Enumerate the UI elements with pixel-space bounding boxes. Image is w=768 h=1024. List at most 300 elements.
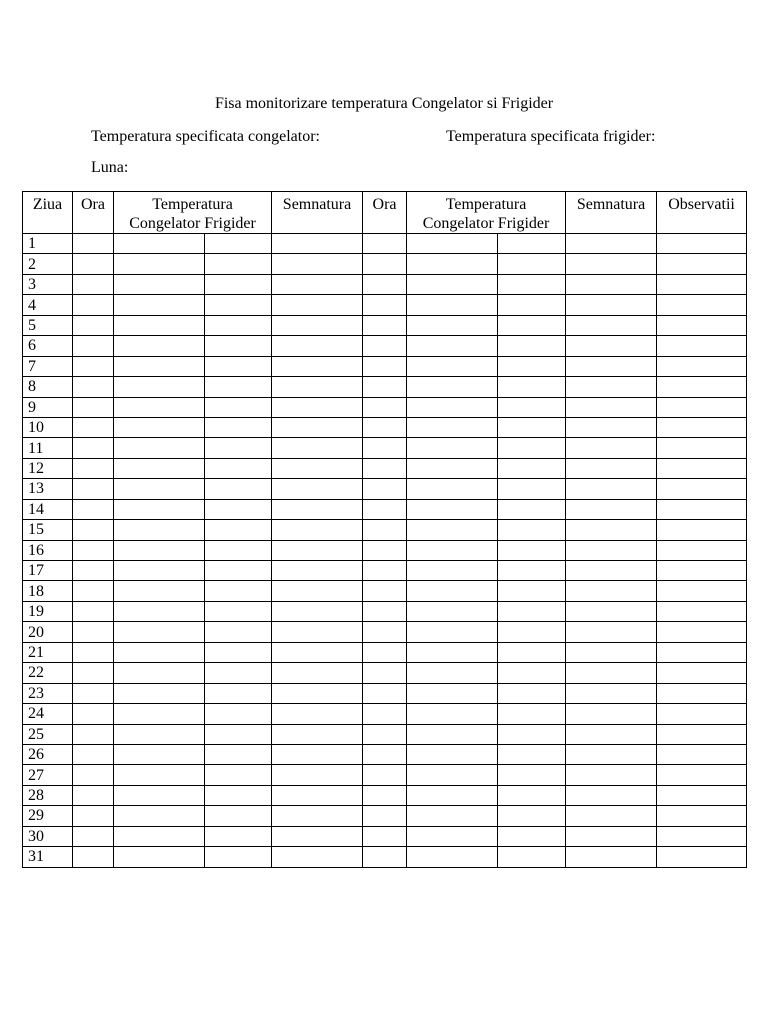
table-row (23, 622, 747, 642)
observations-cell (657, 601, 747, 621)
hour-2-cell (363, 479, 407, 499)
header-temperature-1-sub: Congelator Frigider (129, 215, 256, 232)
freezer-temp-2-cell (407, 826, 498, 846)
hour-2-cell (363, 397, 407, 417)
table-row (23, 724, 747, 744)
signature-2-cell (566, 479, 657, 499)
fridge-temp-1-cell (205, 315, 272, 335)
table-row (23, 417, 747, 437)
fridge-temp-1-cell (205, 663, 272, 683)
day-number: 29 (23, 806, 73, 826)
hour-2-cell (363, 438, 407, 458)
table-row (23, 377, 747, 397)
hour-1-cell (73, 397, 114, 417)
fridge-temp-2-cell (498, 499, 566, 519)
fridge-temp-2-cell (498, 479, 566, 499)
table-row (23, 458, 747, 478)
signature-1-cell (272, 806, 363, 826)
observations-cell (657, 356, 747, 376)
fridge-temp-1-cell (205, 683, 272, 703)
signature-1-cell (272, 642, 363, 662)
observations-cell (657, 397, 747, 417)
observations-cell (657, 274, 747, 294)
hour-2-cell (363, 499, 407, 519)
freezer-temp-1-cell (114, 622, 205, 642)
hour-1-cell (73, 744, 114, 764)
table-row (23, 806, 747, 826)
hour-1-cell (73, 581, 114, 601)
hour-2-cell (363, 663, 407, 683)
signature-1-cell (272, 438, 363, 458)
fridge-temp-2-cell (498, 704, 566, 724)
day-number: 22 (23, 663, 73, 683)
day-number: 31 (23, 847, 73, 867)
freezer-temp-1-cell (114, 274, 205, 294)
freezer-temp-2-cell (407, 274, 498, 294)
hour-1-cell (73, 561, 114, 581)
observations-cell (657, 234, 747, 254)
hour-1-cell (73, 274, 114, 294)
signature-2-cell (566, 438, 657, 458)
hour-1-cell (73, 234, 114, 254)
hour-1-cell (73, 724, 114, 744)
freezer-temp-2-cell (407, 458, 498, 478)
hour-2-cell (363, 683, 407, 703)
freezer-temp-1-cell (114, 417, 205, 437)
signature-2-cell (566, 520, 657, 540)
signature-2-cell (566, 540, 657, 560)
observations-cell (657, 479, 747, 499)
table-row (23, 315, 747, 335)
day-number: 4 (23, 295, 73, 315)
observations-cell (657, 561, 747, 581)
signature-2-cell (566, 336, 657, 356)
table-row (23, 499, 747, 519)
freezer-temp-1-cell (114, 295, 205, 315)
day-number: 21 (23, 642, 73, 662)
header-temperature-1-title: Temperatura (152, 196, 233, 213)
fridge-temp-2-cell (498, 581, 566, 601)
hour-2-cell (363, 724, 407, 744)
signature-1-cell (272, 274, 363, 294)
freezer-temp-1-cell (114, 479, 205, 499)
header-signature-2: Semnatura (566, 192, 657, 234)
table-row (23, 642, 747, 662)
signature-1-cell (272, 479, 363, 499)
table-row (23, 663, 747, 683)
hour-1-cell (73, 847, 114, 867)
freezer-temp-1-cell (114, 785, 205, 805)
freezer-temp-2-cell (407, 581, 498, 601)
signature-2-cell (566, 458, 657, 478)
table-row (23, 744, 747, 764)
fridge-temp-1-cell (205, 642, 272, 662)
table-row (23, 561, 747, 581)
hour-1-cell (73, 642, 114, 662)
freezer-temp-2-cell (407, 315, 498, 335)
hour-2-cell (363, 377, 407, 397)
table-row (23, 520, 747, 540)
signature-2-cell (566, 642, 657, 662)
freezer-temp-1-cell (114, 847, 205, 867)
day-number: 25 (23, 724, 73, 744)
freezer-temp-1-cell (114, 315, 205, 335)
fridge-temp-1-cell (205, 561, 272, 581)
hour-2-cell (363, 561, 407, 581)
freezer-temp-1-cell (114, 581, 205, 601)
observations-cell (657, 520, 747, 540)
fridge-temp-2-cell (498, 765, 566, 785)
signature-1-cell (272, 724, 363, 744)
freezer-temp-2-cell (407, 744, 498, 764)
signature-2-cell (566, 581, 657, 601)
month-label: Luna: (91, 159, 129, 176)
hour-2-cell (363, 765, 407, 785)
hour-1-cell (73, 765, 114, 785)
header-temperature-1 (114, 192, 272, 234)
signature-2-cell (566, 417, 657, 437)
fridge-temp-1-cell (205, 234, 272, 254)
header-day: Ziua (23, 192, 73, 234)
freezer-temp-2-cell (407, 397, 498, 417)
observations-cell (657, 336, 747, 356)
hour-1-cell (73, 663, 114, 683)
freezer-temp-2-cell (407, 438, 498, 458)
hour-1-cell (73, 826, 114, 846)
freezer-temp-1-cell (114, 540, 205, 560)
hour-1-cell (73, 336, 114, 356)
table-row (23, 438, 747, 458)
signature-2-cell (566, 663, 657, 683)
hour-2-cell (363, 520, 407, 540)
signature-1-cell (272, 315, 363, 335)
hour-2-cell (363, 356, 407, 376)
table-row (23, 336, 747, 356)
signature-2-cell (566, 295, 657, 315)
table-body (23, 234, 747, 868)
header-temperature-2-sub: Congelator Frigider (422, 215, 550, 232)
table-row (23, 274, 747, 294)
observations-cell (657, 254, 747, 274)
day-number: 2 (23, 254, 73, 274)
observations-cell (657, 499, 747, 519)
table-row (23, 847, 747, 867)
fridge-temp-1-cell (205, 724, 272, 744)
table-row (23, 397, 747, 417)
signature-1-cell (272, 397, 363, 417)
fridge-temp-1-cell (205, 377, 272, 397)
freezer-temp-2-cell (407, 683, 498, 703)
signature-1-cell (272, 744, 363, 764)
observations-cell (657, 847, 747, 867)
fridge-temp-1-cell (205, 458, 272, 478)
day-number: 30 (23, 826, 73, 846)
hour-2-cell (363, 622, 407, 642)
signature-1-cell (272, 561, 363, 581)
fridge-temp-1-cell (205, 254, 272, 274)
freezer-temp-1-cell (114, 377, 205, 397)
fridge-temp-1-cell (205, 785, 272, 805)
day-number: 7 (23, 356, 73, 376)
fridge-temp-2-cell (498, 724, 566, 744)
hour-1-cell (73, 806, 114, 826)
freezer-temp-1-cell (114, 397, 205, 417)
signature-2-cell (566, 561, 657, 581)
fridge-temp-1-cell (205, 520, 272, 540)
hour-2-cell (363, 744, 407, 764)
fridge-temp-2-cell (498, 663, 566, 683)
fridge-temp-1-cell (205, 540, 272, 560)
table-row (23, 540, 747, 560)
signature-2-cell (566, 785, 657, 805)
day-number: 19 (23, 601, 73, 621)
freezer-temp-2-cell (407, 356, 498, 376)
day-number: 24 (23, 704, 73, 724)
fridge-temp-2-cell (498, 847, 566, 867)
day-number: 20 (23, 622, 73, 642)
signature-2-cell (566, 622, 657, 642)
freezer-temp-2-cell (407, 336, 498, 356)
observations-cell (657, 315, 747, 335)
observations-cell (657, 806, 747, 826)
freezer-temp-1-cell (114, 561, 205, 581)
fridge-temp-1-cell (205, 765, 272, 785)
signature-2-cell (566, 499, 657, 519)
freezer-temp-1-cell (114, 744, 205, 764)
freezer-temp-1-cell (114, 765, 205, 785)
hour-1-cell (73, 622, 114, 642)
fridge-temp-2-cell (498, 561, 566, 581)
observations-cell (657, 765, 747, 785)
signature-2-cell (566, 806, 657, 826)
hour-1-cell (73, 540, 114, 560)
temperature-log-table (22, 191, 747, 868)
signature-1-cell (272, 540, 363, 560)
freezer-temp-1-cell (114, 254, 205, 274)
fridge-spec-label: Temperatura specificata frigider: (446, 128, 656, 145)
hour-1-cell (73, 499, 114, 519)
table-row (23, 765, 747, 785)
hour-2-cell (363, 826, 407, 846)
day-number: 17 (23, 561, 73, 581)
table-row (23, 581, 747, 601)
freezer-temp-2-cell (407, 601, 498, 621)
hour-2-cell (363, 417, 407, 437)
hour-1-cell (73, 438, 114, 458)
day-number: 23 (23, 683, 73, 703)
hour-1-cell (73, 785, 114, 805)
fridge-temp-1-cell (205, 417, 272, 437)
fridge-temp-1-cell (205, 499, 272, 519)
day-number: 27 (23, 765, 73, 785)
signature-2-cell (566, 704, 657, 724)
freezer-temp-2-cell (407, 520, 498, 540)
fridge-temp-1-cell (205, 479, 272, 499)
fridge-temp-2-cell (498, 356, 566, 376)
day-number: 18 (23, 581, 73, 601)
freezer-temp-2-cell (407, 234, 498, 254)
header-hour-2: Ora (363, 192, 407, 234)
signature-1-cell (272, 377, 363, 397)
observations-cell (657, 458, 747, 478)
signature-1-cell (272, 356, 363, 376)
fridge-temp-1-cell (205, 397, 272, 417)
signature-2-cell (566, 683, 657, 703)
header-temperature-2 (407, 192, 566, 234)
signature-2-cell (566, 744, 657, 764)
fridge-temp-2-cell (498, 417, 566, 437)
day-number: 16 (23, 540, 73, 560)
signature-1-cell (272, 622, 363, 642)
day-number: 14 (23, 499, 73, 519)
day-number: 9 (23, 397, 73, 417)
fridge-temp-1-cell (205, 295, 272, 315)
observations-cell (657, 663, 747, 683)
hour-1-cell (73, 254, 114, 274)
fridge-temp-1-cell (205, 438, 272, 458)
observations-cell (657, 704, 747, 724)
table-row (23, 295, 747, 315)
freezer-temp-2-cell (407, 847, 498, 867)
header-signature-1: Semnatura (272, 192, 363, 234)
table-row (23, 601, 747, 621)
day-number: 12 (23, 458, 73, 478)
signature-2-cell (566, 601, 657, 621)
table-header-row (23, 192, 747, 234)
signature-2-cell (566, 847, 657, 867)
hour-2-cell (363, 234, 407, 254)
freezer-temp-2-cell (407, 417, 498, 437)
observations-cell (657, 724, 747, 744)
day-number: 15 (23, 520, 73, 540)
hour-2-cell (363, 601, 407, 621)
observations-cell (657, 417, 747, 437)
day-number: 13 (23, 479, 73, 499)
signature-1-cell (272, 254, 363, 274)
fridge-temp-1-cell (205, 744, 272, 764)
freezer-temp-2-cell (407, 704, 498, 724)
fridge-temp-2-cell (498, 438, 566, 458)
hour-1-cell (73, 315, 114, 335)
fridge-temp-2-cell (498, 315, 566, 335)
fridge-temp-2-cell (498, 295, 566, 315)
hour-2-cell (363, 785, 407, 805)
signature-1-cell (272, 847, 363, 867)
freezer-temp-1-cell (114, 356, 205, 376)
freezer-temp-1-cell (114, 458, 205, 478)
freezer-temp-1-cell (114, 642, 205, 662)
day-number: 6 (23, 336, 73, 356)
day-number: 28 (23, 785, 73, 805)
freezer-temp-2-cell (407, 377, 498, 397)
signature-1-cell (272, 417, 363, 437)
signature-1-cell (272, 683, 363, 703)
fridge-temp-2-cell (498, 458, 566, 478)
signature-1-cell (272, 520, 363, 540)
day-number: 8 (23, 377, 73, 397)
fridge-temp-1-cell (205, 274, 272, 294)
hour-1-cell (73, 601, 114, 621)
freezer-temp-2-cell (407, 295, 498, 315)
hour-2-cell (363, 295, 407, 315)
fridge-temp-2-cell (498, 234, 566, 254)
fridge-temp-2-cell (498, 785, 566, 805)
signature-2-cell (566, 315, 657, 335)
observations-cell (657, 295, 747, 315)
signature-1-cell (272, 663, 363, 683)
signature-1-cell (272, 336, 363, 356)
fridge-temp-1-cell (205, 336, 272, 356)
freezer-temp-1-cell (114, 663, 205, 683)
hour-2-cell (363, 581, 407, 601)
signature-2-cell (566, 765, 657, 785)
table-row (23, 785, 747, 805)
hour-2-cell (363, 806, 407, 826)
signature-1-cell (272, 765, 363, 785)
freezer-temp-1-cell (114, 520, 205, 540)
signature-1-cell (272, 295, 363, 315)
freezer-temp-1-cell (114, 438, 205, 458)
freezer-temp-2-cell (407, 561, 498, 581)
day-number: 1 (23, 234, 73, 254)
fridge-temp-1-cell (205, 601, 272, 621)
day-number: 26 (23, 744, 73, 764)
fridge-temp-2-cell (498, 826, 566, 846)
hour-1-cell (73, 520, 114, 540)
header-observations: Observatii (657, 192, 747, 234)
table-row (23, 704, 747, 724)
fridge-temp-2-cell (498, 744, 566, 764)
header-temperature-2-title: Temperatura (445, 196, 527, 213)
hour-1-cell (73, 458, 114, 478)
fridge-temp-1-cell (205, 356, 272, 376)
freezer-spec-label: Temperatura specificata congelator: (91, 128, 320, 145)
table-row (23, 254, 747, 274)
fridge-temp-2-cell (498, 683, 566, 703)
fridge-temp-1-cell (205, 847, 272, 867)
signature-1-cell (272, 704, 363, 724)
fridge-temp-2-cell (498, 622, 566, 642)
freezer-temp-1-cell (114, 704, 205, 724)
signature-2-cell (566, 826, 657, 846)
signature-1-cell (272, 826, 363, 846)
freezer-temp-1-cell (114, 499, 205, 519)
observations-cell (657, 438, 747, 458)
fridge-temp-2-cell (498, 540, 566, 560)
fridge-temp-1-cell (205, 581, 272, 601)
header-hour-1: Ora (73, 192, 114, 234)
hour-1-cell (73, 356, 114, 376)
fridge-temp-1-cell (205, 806, 272, 826)
freezer-temp-2-cell (407, 254, 498, 274)
hour-2-cell (363, 847, 407, 867)
hour-1-cell (73, 479, 114, 499)
observations-cell (657, 683, 747, 703)
freezer-temp-2-cell (407, 540, 498, 560)
observations-cell (657, 581, 747, 601)
signature-1-cell (272, 601, 363, 621)
hour-1-cell (73, 417, 114, 437)
freezer-temp-1-cell (114, 336, 205, 356)
freezer-temp-1-cell (114, 826, 205, 846)
hour-2-cell (363, 315, 407, 335)
fridge-temp-2-cell (498, 274, 566, 294)
signature-2-cell (566, 234, 657, 254)
observations-cell (657, 785, 747, 805)
day-number: 11 (23, 438, 73, 458)
fridge-temp-2-cell (498, 642, 566, 662)
freezer-temp-1-cell (114, 234, 205, 254)
